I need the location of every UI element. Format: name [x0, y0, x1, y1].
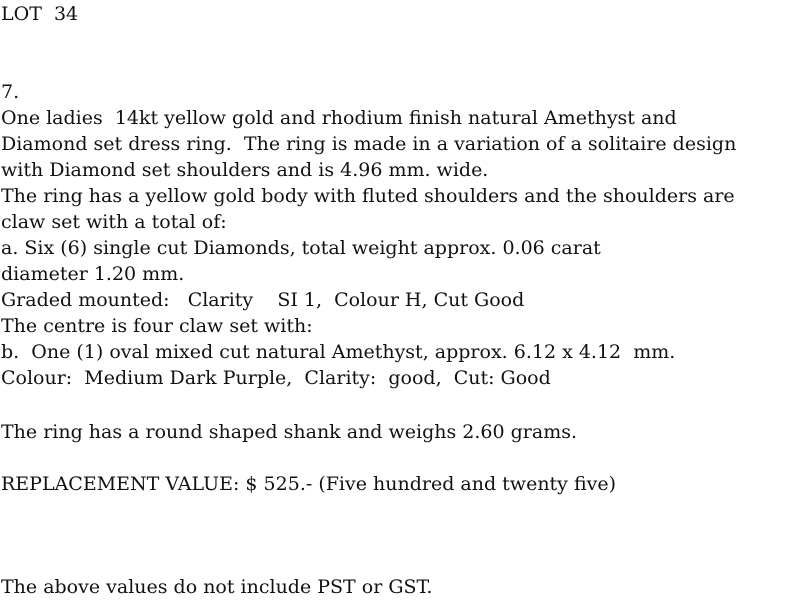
shank-description: The ring has a round shaped shank and weighs 2.60 grams.	[1, 421, 578, 443]
lot-number: LOT 34	[1, 3, 79, 25]
amethyst-line: b. One (1) oval mixed cut natural Amethyst, approx. 6.12 x 4.12 mm.	[1, 341, 676, 363]
centre-intro: The centre is four claw set with:	[1, 315, 313, 337]
description-line: The ring has a yellow gold body with fluted shoulders and the shoulders are	[1, 185, 735, 207]
item-number: 7.	[1, 81, 20, 103]
footer-note: The above values do not include PST or GST.	[1, 576, 433, 598]
description-line: claw set with a total of:	[1, 211, 227, 233]
diamonds-diameter: diameter 1.20 mm.	[1, 263, 185, 285]
amethyst-grading: Colour: Medium Dark Purple, Clarity: good, Cut: Good	[1, 367, 551, 389]
diamonds-grading: Graded mounted: Clarity SI 1, Colour H, Cut Good	[1, 289, 525, 311]
description-line: One ladies 14kt yellow gold and rhodium finish natural Amethyst and	[1, 107, 677, 129]
diamonds-line: a. Six (6) single cut Diamonds, total weight approx. 0.06 carat	[1, 237, 601, 259]
replacement-value: REPLACEMENT VALUE: $ 525.- (Five hundred and twenty five)	[1, 473, 617, 495]
description-line: with Diamond set shoulders and is 4.96 mm. wide.	[1, 159, 489, 181]
description-line: Diamond set dress ring. The ring is made in a variation of a solitaire design	[1, 133, 737, 155]
